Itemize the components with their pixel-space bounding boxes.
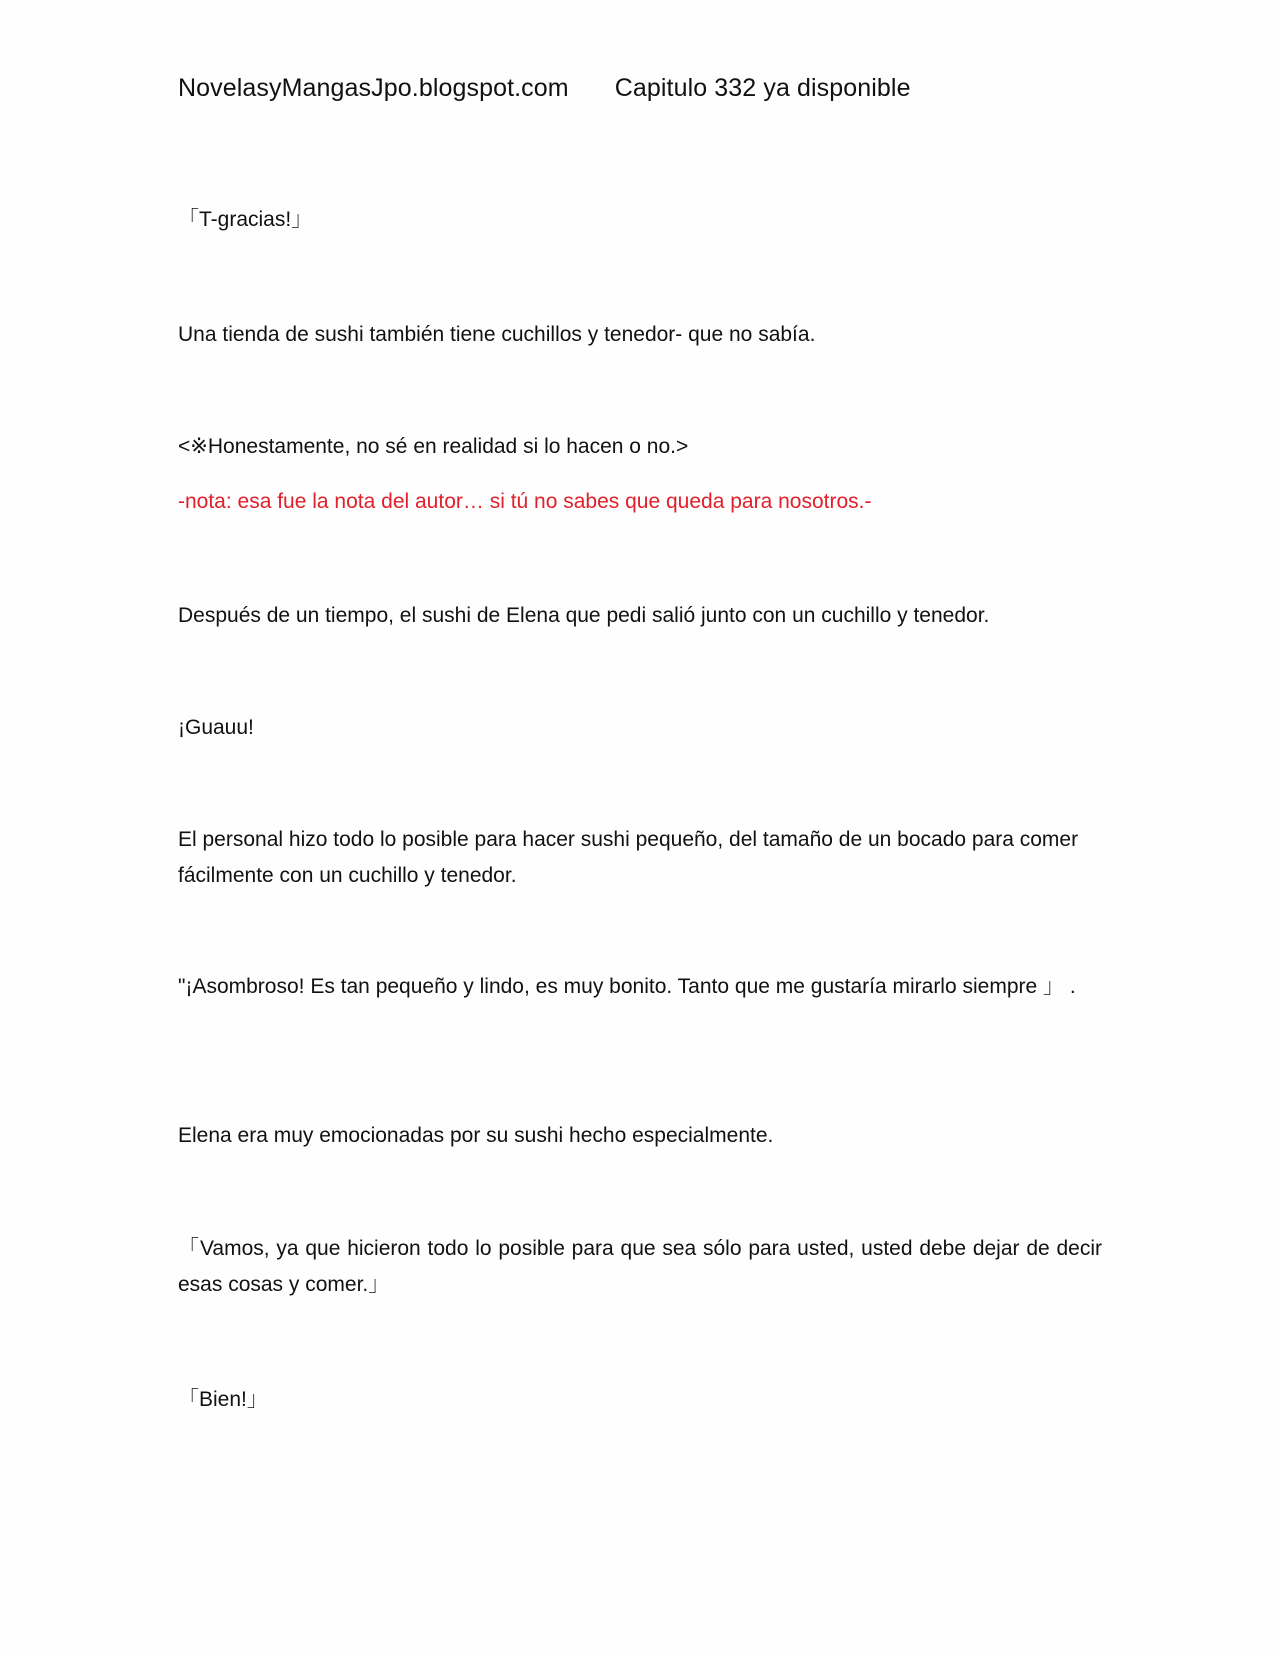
page-header — [178, 74, 911, 103]
dialogue-come-on: 「Vamos, ya que hicieron todo lo posible para que sea sólo para usted, usted debe dejar de decir esas cosas y comer.」 — [178, 1237, 1102, 1296]
narration-elena-excited: Elena era muy emocionadas por su sushi hecho especialmente. — [178, 1124, 774, 1147]
narration-sushi-arrives: Después de un tiempo, el sushi de Elena que pedi salió junto con un cuchillo y tenedor. — [178, 604, 990, 627]
site-name: NovelasyMangasJpo.blogspot.com — [178, 74, 569, 102]
narration-sushi-shop: Una tienda de sushi también tiene cuchillos y tenedor- que no sabía. — [178, 323, 816, 346]
author-note: <※Honestamente, no sé en realidad si lo hacen o no.> — [178, 435, 689, 458]
dialogue-okay: 「Bien!」 — [178, 1388, 268, 1411]
translator-note: -nota: esa fue la nota del autor… si tú no sabes que queda para nosotros.- — [178, 490, 872, 513]
dialogue-thanks: 「T-gracias!」 — [178, 208, 313, 231]
dialogue-amazing: "¡Asombroso! Es tan pequeño y lindo, es muy bonito. Tanto que me gustaría mirarlo siempre 」 . — [178, 975, 1076, 998]
chapter-notice: Capitulo 332 ya disponible — [614, 74, 911, 102]
narration-staff-effort: El personal hizo todo lo posible para hacer sushi pequeño, del tamaño de un bocado para comer fácilmente con un cuchillo y tenedor. — [178, 828, 1079, 887]
exclamation-wow: ¡Guauu! — [178, 716, 254, 739]
